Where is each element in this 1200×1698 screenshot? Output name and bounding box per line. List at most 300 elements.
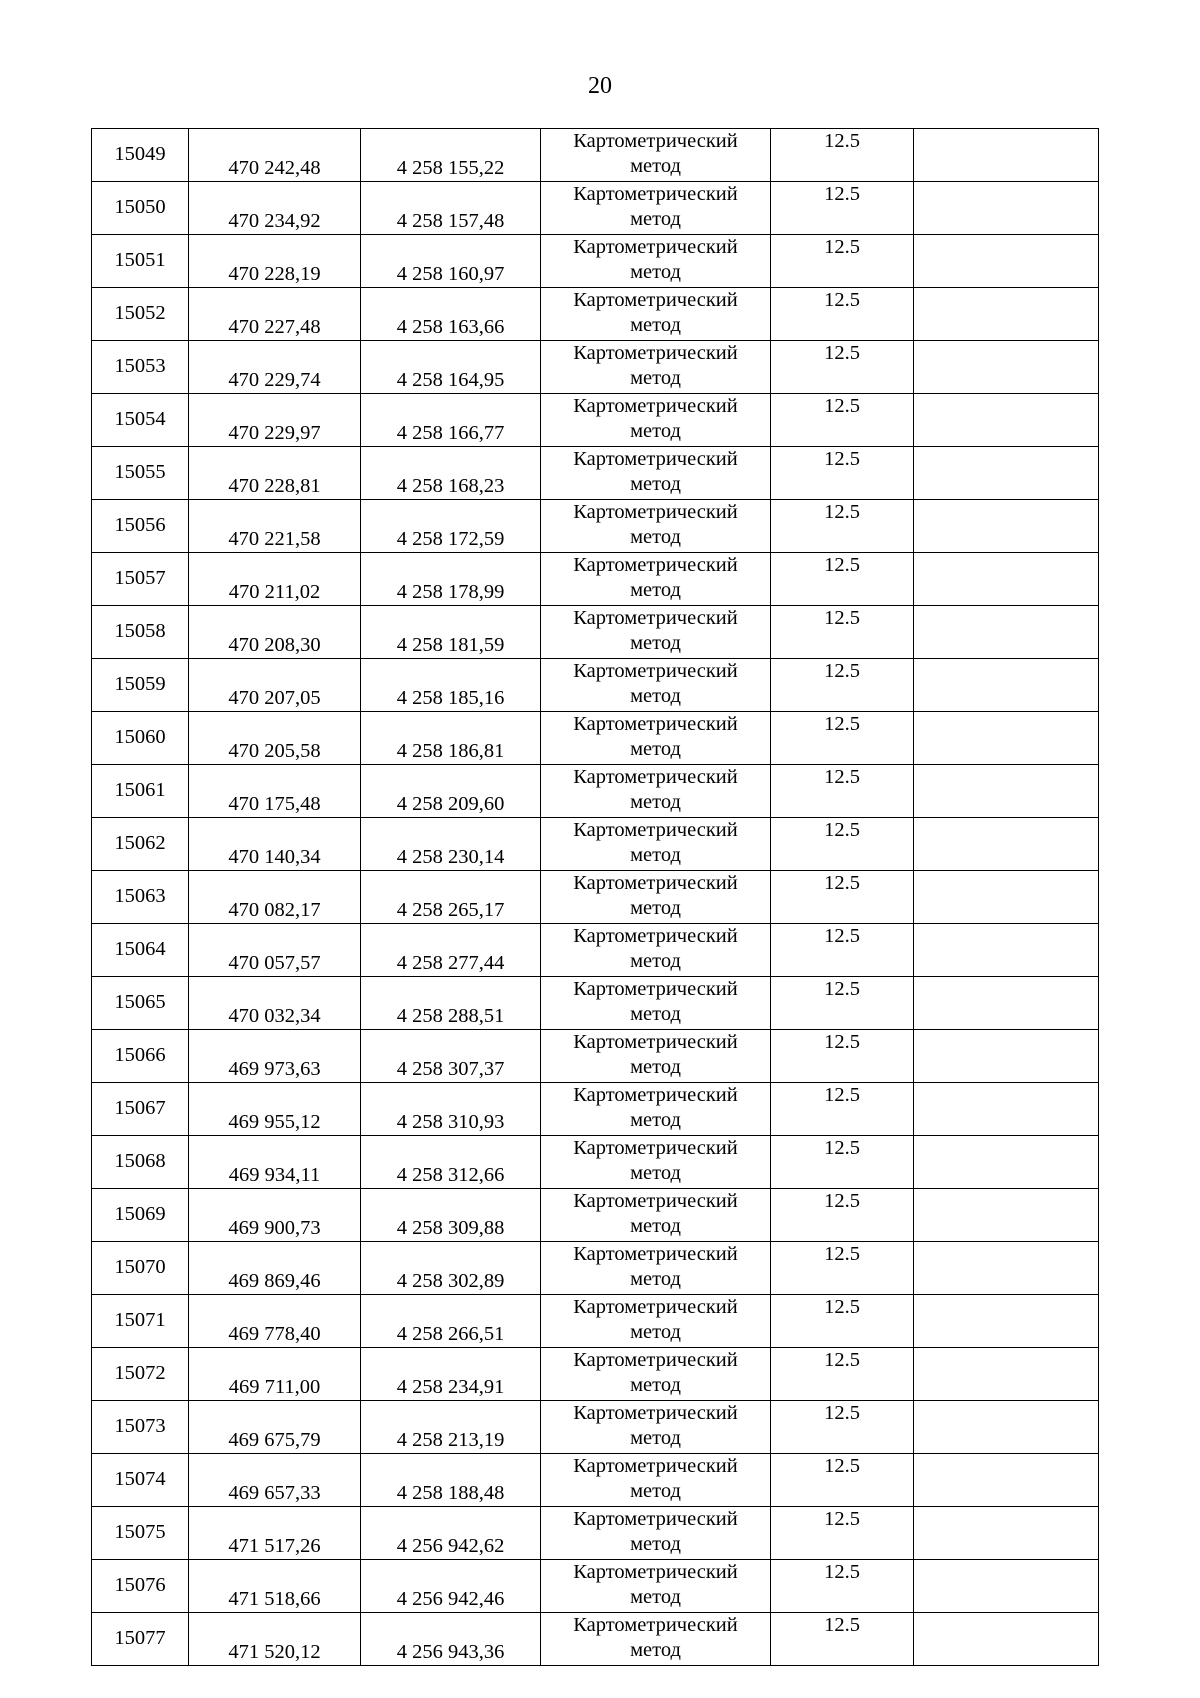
accuracy-cell (771, 1030, 914, 1083)
table-row (92, 1083, 1099, 1136)
point-number-cell (92, 341, 189, 394)
accuracy-value: 12.5 (824, 1296, 860, 1318)
method-cell (541, 712, 771, 765)
y-coordinate-cell (361, 235, 541, 288)
x-coordinate-cell (189, 182, 361, 235)
x-coordinate-cell (189, 818, 361, 871)
accuracy-cell (771, 924, 914, 977)
x-coordinate-cell (189, 288, 361, 341)
table-row (92, 765, 1099, 818)
method-line-1: Картометрический (573, 183, 738, 205)
empty-cell (914, 1136, 1099, 1189)
method-cell (541, 553, 771, 606)
method-cell (541, 1401, 771, 1454)
empty-cell (914, 447, 1099, 500)
x-coordinate-cell (189, 606, 361, 659)
table-row (92, 1242, 1099, 1295)
x-coordinate-cell (189, 1189, 361, 1242)
x-coordinate-cell (189, 1454, 361, 1507)
accuracy-cell (771, 1136, 914, 1189)
x-coordinate: 470 228,19 (228, 263, 321, 285)
method-line-1: Картометрический (573, 1349, 738, 1371)
table-row (92, 341, 1099, 394)
y-coordinate: 4 258 188,48 (396, 1482, 505, 1504)
x-coordinate: 469 955,12 (228, 1111, 321, 1133)
point-number-cell (92, 288, 189, 341)
y-coordinate-cell (361, 712, 541, 765)
y-coordinate: 4 258 265,17 (396, 899, 505, 921)
empty-cell (914, 394, 1099, 447)
x-coordinate: 470 221,58 (228, 528, 321, 550)
point-number: 15075 (114, 1521, 166, 1543)
method-line-1: Картометрический (573, 1296, 738, 1318)
y-coordinate: 4 258 160,97 (396, 263, 505, 285)
x-coordinate: 471 518,66 (228, 1588, 321, 1610)
method-line-2: метод (630, 1109, 681, 1131)
method-line-1: Картометрический (573, 713, 738, 735)
accuracy-value: 12.5 (824, 1508, 860, 1530)
method-line-2: метод (630, 1056, 681, 1078)
empty-cell (914, 977, 1099, 1030)
x-coordinate: 469 657,33 (228, 1482, 321, 1504)
y-coordinate: 4 258 185,16 (396, 687, 505, 709)
y-coordinate: 4 258 307,37 (396, 1058, 505, 1080)
empty-cell (914, 1083, 1099, 1136)
table-row (92, 288, 1099, 341)
accuracy-cell (771, 1613, 914, 1666)
point-number: 15068 (114, 1150, 166, 1172)
method-line-2: метод (630, 526, 681, 548)
accuracy-value: 12.5 (824, 1190, 860, 1212)
method-line-2: метод (630, 1374, 681, 1396)
method-cell (541, 871, 771, 924)
accuracy-cell (771, 447, 914, 500)
method-line-1: Картометрический (573, 1402, 738, 1424)
point-number-cell (92, 818, 189, 871)
method-cell (541, 1030, 771, 1083)
accuracy-value: 12.5 (824, 395, 860, 417)
x-coordinate: 469 675,79 (228, 1429, 321, 1451)
point-number-cell (92, 765, 189, 818)
accuracy-cell (771, 394, 914, 447)
point-number-cell (92, 1560, 189, 1613)
method-line-2: метод (630, 1268, 681, 1290)
y-coordinate-cell (361, 1030, 541, 1083)
method-cell (541, 1454, 771, 1507)
y-coordinate-cell (361, 1083, 541, 1136)
accuracy-value: 12.5 (824, 1402, 860, 1424)
x-coordinate-cell (189, 129, 361, 182)
empty-cell (914, 553, 1099, 606)
method-line-2: метод (630, 579, 681, 601)
method-cell (541, 1613, 771, 1666)
y-coordinate-cell (361, 394, 541, 447)
y-coordinate-cell (361, 765, 541, 818)
method-cell (541, 235, 771, 288)
table-row (92, 1401, 1099, 1454)
method-cell (541, 1189, 771, 1242)
coordinates-table-body (92, 129, 1099, 1666)
x-coordinate: 469 869,46 (228, 1270, 321, 1292)
method-cell (541, 606, 771, 659)
empty-cell (914, 129, 1099, 182)
table-row (92, 924, 1099, 977)
table-row (92, 129, 1099, 182)
y-coordinate: 4 258 164,95 (396, 369, 505, 391)
y-coordinate: 4 258 266,51 (396, 1323, 505, 1345)
x-coordinate: 469 973,63 (228, 1058, 321, 1080)
empty-cell (914, 818, 1099, 871)
method-cell (541, 341, 771, 394)
point-number-cell (92, 235, 189, 288)
empty-cell (914, 1295, 1099, 1348)
empty-cell (914, 1189, 1099, 1242)
method-line-2: метод (630, 208, 681, 230)
method-line-1: Картометрический (573, 554, 738, 576)
point-number-cell (92, 500, 189, 553)
method-cell (541, 1242, 771, 1295)
x-coordinate-cell (189, 871, 361, 924)
empty-cell (914, 1613, 1099, 1666)
x-coordinate: 470 032,34 (228, 1005, 321, 1027)
accuracy-cell (771, 500, 914, 553)
method-line-2: метод (630, 950, 681, 972)
y-coordinate-cell (361, 447, 541, 500)
table-row (92, 659, 1099, 712)
point-number: 15069 (114, 1203, 166, 1225)
method-line-2: метод (630, 1003, 681, 1025)
method-line-2: метод (630, 314, 681, 336)
accuracy-value: 12.5 (824, 1561, 860, 1583)
coordinates-table (91, 128, 1099, 1666)
accuracy-value: 12.5 (824, 289, 860, 311)
method-line-1: Картометрический (573, 130, 738, 152)
point-number: 15073 (114, 1415, 166, 1437)
accuracy-cell (771, 712, 914, 765)
accuracy-cell (771, 235, 914, 288)
accuracy-cell (771, 553, 914, 606)
method-line-1: Картометрический (573, 342, 738, 364)
empty-cell (914, 1560, 1099, 1613)
point-number-cell (92, 394, 189, 447)
y-coordinate-cell (361, 1189, 541, 1242)
accuracy-value: 12.5 (824, 1243, 860, 1265)
point-number-cell (92, 553, 189, 606)
method-line-2: метод (630, 791, 681, 813)
y-coordinate: 4 258 277,44 (396, 952, 505, 974)
table-row (92, 1295, 1099, 1348)
page-number: 20 (588, 73, 612, 99)
y-coordinate-cell (361, 1507, 541, 1560)
empty-cell (914, 924, 1099, 977)
point-number-cell (92, 924, 189, 977)
point-number: 15071 (114, 1309, 166, 1331)
accuracy-value: 12.5 (824, 1614, 860, 1636)
method-line-1: Картометрический (573, 819, 738, 841)
y-coordinate: 4 258 288,51 (396, 1005, 505, 1027)
point-number: 15050 (114, 196, 166, 218)
y-coordinate: 4 258 209,60 (396, 793, 505, 815)
method-cell (541, 129, 771, 182)
accuracy-value: 12.5 (824, 1349, 860, 1371)
method-line-2: метод (630, 1321, 681, 1343)
y-coordinate-cell (361, 341, 541, 394)
accuracy-cell (771, 1560, 914, 1613)
accuracy-cell (771, 1295, 914, 1348)
point-number-cell (92, 182, 189, 235)
point-number-cell (92, 447, 189, 500)
point-number-cell (92, 129, 189, 182)
accuracy-value: 12.5 (824, 978, 860, 1000)
accuracy-value: 12.5 (824, 925, 860, 947)
table-row (92, 235, 1099, 288)
method-cell (541, 1560, 771, 1613)
method-line-1: Картометрический (573, 289, 738, 311)
x-coordinate-cell (189, 553, 361, 606)
point-number: 15063 (114, 885, 166, 907)
y-coordinate: 4 256 943,36 (396, 1641, 505, 1663)
x-coordinate-cell (189, 500, 361, 553)
x-coordinate-cell (189, 1242, 361, 1295)
method-line-2: метод (630, 844, 681, 866)
method-line-2: метод (630, 897, 681, 919)
point-number: 15072 (114, 1362, 166, 1384)
y-coordinate: 4 258 213,19 (396, 1429, 505, 1451)
point-number: 15056 (114, 514, 166, 536)
x-coordinate: 469 778,40 (228, 1323, 321, 1345)
x-coordinate: 470 205,58 (228, 740, 321, 762)
point-number: 15058 (114, 620, 166, 642)
y-coordinate: 4 258 168,23 (396, 475, 505, 497)
accuracy-value: 12.5 (824, 660, 860, 682)
method-line-2: метод (630, 1639, 681, 1661)
x-coordinate: 470 140,34 (228, 846, 321, 868)
point-number-cell (92, 1507, 189, 1560)
point-number: 15062 (114, 832, 166, 854)
empty-cell (914, 765, 1099, 818)
method-line-1: Картометрический (573, 1561, 738, 1583)
accuracy-cell (771, 1242, 914, 1295)
method-line-1: Картометрический (573, 1190, 738, 1212)
method-line-1: Картометрический (573, 1508, 738, 1530)
y-coordinate-cell (361, 659, 541, 712)
x-coordinate: 470 207,05 (228, 687, 321, 709)
point-number-cell (92, 1295, 189, 1348)
point-number-cell (92, 1348, 189, 1401)
x-coordinate-cell (189, 394, 361, 447)
method-line-2: метод (630, 155, 681, 177)
method-line-1: Картометрический (573, 501, 738, 523)
method-cell (541, 1136, 771, 1189)
x-coordinate-cell (189, 1083, 361, 1136)
empty-cell (914, 1401, 1099, 1454)
x-coordinate: 470 229,97 (228, 422, 321, 444)
method-line-1: Картометрический (573, 925, 738, 947)
method-line-2: метод (630, 1586, 681, 1608)
accuracy-cell (771, 1454, 914, 1507)
x-coordinate: 470 057,57 (228, 952, 321, 974)
accuracy-cell (771, 1348, 914, 1401)
point-number-cell (92, 1189, 189, 1242)
y-coordinate: 4 258 312,66 (396, 1164, 505, 1186)
y-coordinate: 4 258 157,48 (396, 210, 505, 232)
method-cell (541, 765, 771, 818)
point-number: 15070 (114, 1256, 166, 1278)
method-cell (541, 1083, 771, 1136)
method-line-2: метод (630, 1427, 681, 1449)
y-coordinate: 4 258 181,59 (396, 634, 505, 656)
empty-cell (914, 341, 1099, 394)
table-row (92, 1189, 1099, 1242)
method-line-2: метод (630, 685, 681, 707)
table-row (92, 1454, 1099, 1507)
x-coordinate: 470 082,17 (228, 899, 321, 921)
method-cell (541, 1507, 771, 1560)
x-coordinate: 470 234,92 (228, 210, 321, 232)
accuracy-cell (771, 182, 914, 235)
y-coordinate: 4 258 234,91 (396, 1376, 505, 1398)
method-line-1: Картометрический (573, 1084, 738, 1106)
y-coordinate-cell (361, 1242, 541, 1295)
x-coordinate: 469 900,73 (228, 1217, 321, 1239)
method-cell (541, 394, 771, 447)
accuracy-value: 12.5 (824, 342, 860, 364)
empty-cell (914, 235, 1099, 288)
point-number: 15077 (114, 1627, 166, 1649)
y-coordinate-cell (361, 1454, 541, 1507)
method-cell (541, 818, 771, 871)
point-number: 15066 (114, 1044, 166, 1066)
point-number: 15049 (114, 143, 166, 165)
x-coordinate-cell (189, 1295, 361, 1348)
point-number-cell (92, 977, 189, 1030)
accuracy-value: 12.5 (824, 236, 860, 258)
accuracy-cell (771, 977, 914, 1030)
y-coordinate-cell (361, 500, 541, 553)
x-coordinate-cell (189, 1401, 361, 1454)
accuracy-cell (771, 1083, 914, 1136)
accuracy-value: 12.5 (824, 1084, 860, 1106)
table-row (92, 818, 1099, 871)
x-coordinate-cell (189, 1136, 361, 1189)
table-row (92, 977, 1099, 1030)
x-coordinate: 470 242,48 (228, 157, 321, 179)
point-number: 15057 (114, 567, 166, 589)
method-line-1: Картометрический (573, 1455, 738, 1477)
method-line-2: метод (630, 632, 681, 654)
point-number-cell (92, 1242, 189, 1295)
y-coordinate-cell (361, 1401, 541, 1454)
x-coordinate: 470 229,74 (228, 369, 321, 391)
y-coordinate-cell (361, 818, 541, 871)
x-coordinate-cell (189, 1560, 361, 1613)
method-cell (541, 1348, 771, 1401)
y-coordinate: 4 256 942,46 (396, 1588, 505, 1610)
y-coordinate-cell (361, 871, 541, 924)
point-number: 15051 (114, 249, 166, 271)
method-line-2: метод (630, 1215, 681, 1237)
empty-cell (914, 1242, 1099, 1295)
point-number-cell (92, 1401, 189, 1454)
table-row (92, 606, 1099, 659)
y-coordinate-cell (361, 553, 541, 606)
x-coordinate-cell (189, 765, 361, 818)
x-coordinate-cell (189, 1507, 361, 1560)
table-row (92, 182, 1099, 235)
empty-cell (914, 1030, 1099, 1083)
method-line-1: Картометрический (573, 236, 738, 258)
method-line-2: метод (630, 1162, 681, 1184)
method-cell (541, 288, 771, 341)
table-row (92, 712, 1099, 765)
empty-cell (914, 712, 1099, 765)
method-line-2: метод (630, 1480, 681, 1502)
y-coordinate: 4 258 230,14 (396, 846, 505, 868)
table-row (92, 1560, 1099, 1613)
x-coordinate-cell (189, 1348, 361, 1401)
point-number-cell (92, 712, 189, 765)
method-line-2: метод (630, 261, 681, 283)
point-number: 15067 (114, 1097, 166, 1119)
empty-cell (914, 871, 1099, 924)
point-number: 15053 (114, 355, 166, 377)
point-number: 15055 (114, 461, 166, 483)
y-coordinate: 4 258 163,66 (396, 316, 505, 338)
method-line-1: Картометрический (573, 448, 738, 470)
accuracy-cell (771, 818, 914, 871)
method-cell (541, 182, 771, 235)
method-line-2: метод (630, 473, 681, 495)
point-number-cell (92, 1454, 189, 1507)
table-row (92, 553, 1099, 606)
point-number-cell (92, 1083, 189, 1136)
y-coordinate-cell (361, 1136, 541, 1189)
method-line-1: Картометрический (573, 1137, 738, 1159)
method-cell (541, 659, 771, 712)
x-coordinate: 470 175,48 (228, 793, 321, 815)
x-coordinate: 470 208,30 (228, 634, 321, 656)
table-row (92, 500, 1099, 553)
method-line-1: Картометрический (573, 1614, 738, 1636)
accuracy-cell (771, 129, 914, 182)
method-line-1: Картометрический (573, 872, 738, 894)
method-cell (541, 924, 771, 977)
empty-cell (914, 1454, 1099, 1507)
x-coordinate-cell (189, 659, 361, 712)
accuracy-cell (771, 1401, 914, 1454)
y-coordinate-cell (361, 129, 541, 182)
point-number-cell (92, 871, 189, 924)
accuracy-cell (771, 341, 914, 394)
x-coordinate-cell (189, 977, 361, 1030)
y-coordinate: 4 256 942,62 (396, 1535, 505, 1557)
y-coordinate-cell (361, 1560, 541, 1613)
method-line-1: Картометрический (573, 766, 738, 788)
point-number: 15065 (114, 991, 166, 1013)
method-line-2: метод (630, 738, 681, 760)
point-number-cell (92, 659, 189, 712)
x-coordinate: 469 934,11 (228, 1164, 321, 1186)
accuracy-value: 12.5 (824, 713, 860, 735)
x-coordinate: 471 517,26 (228, 1535, 321, 1557)
method-cell (541, 500, 771, 553)
point-number: 15052 (114, 302, 166, 324)
x-coordinate-cell (189, 341, 361, 394)
y-coordinate: 4 258 166,77 (396, 422, 505, 444)
point-number: 15074 (114, 1468, 166, 1490)
accuracy-value: 12.5 (824, 766, 860, 788)
accuracy-value: 12.5 (824, 183, 860, 205)
